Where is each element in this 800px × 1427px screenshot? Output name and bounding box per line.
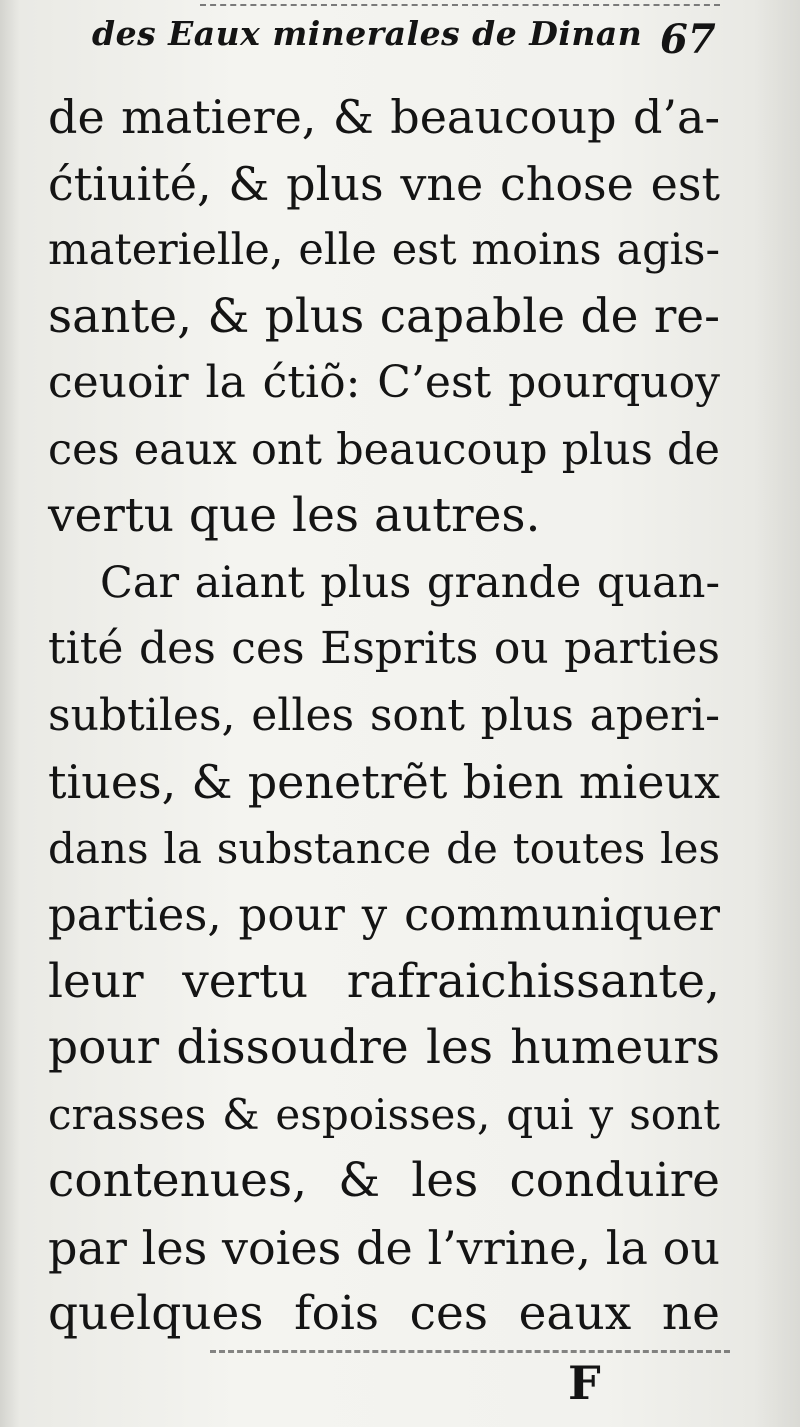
text-line: vertu que les autres.	[48, 488, 541, 543]
body-text	[48, 84, 720, 1348]
footer-rule	[210, 1350, 730, 1356]
text-line: dans la substance de toutes les	[48, 823, 720, 873]
text-line: ceuoir la ćtiõ: C’est pourquoy	[48, 357, 720, 408]
signature-mark: F	[568, 1356, 601, 1410]
text-line: pour dissoudre les humeurs	[48, 1020, 720, 1075]
text-line: tiues, & penetrẽt bien mieux	[48, 755, 720, 809]
text-line: materielle, elle est moins agis-	[48, 225, 720, 275]
text-line: sante, & plus capable de re-	[48, 288, 720, 344]
text-line: quelques fois ces eaux ne	[48, 1286, 720, 1341]
text-line: contenues, & les conduire	[48, 1153, 720, 1208]
text-line: ćtiuité, & plus vne chose est	[48, 156, 720, 211]
text-line: subtiles, elles sont plus aperi-	[48, 689, 720, 741]
header-rule	[200, 4, 720, 8]
page-edge	[754, 0, 800, 1427]
gutter-shadow	[0, 0, 20, 1427]
text-line: parties, pour y communiquer	[48, 888, 720, 941]
text-line: ces eaux ont beaucoup plus de	[48, 424, 720, 475]
page-number: 67	[660, 16, 716, 63]
text-line: crasses & espoisses, qui y sont	[48, 1089, 720, 1139]
paragraph-start-line: Car aiant plus grande quan-	[100, 557, 720, 608]
text-line: par les voies de l’vrine, la ou	[48, 1220, 720, 1275]
text-line: tité des ces Esprits ou parties	[48, 623, 720, 674]
text-line: leur vertu rafraichissante,	[48, 953, 720, 1009]
running-head: des Eaux minerales de Dinan	[92, 14, 643, 53]
text-line: de matiere, & beaucoup d’a-	[48, 90, 720, 144]
